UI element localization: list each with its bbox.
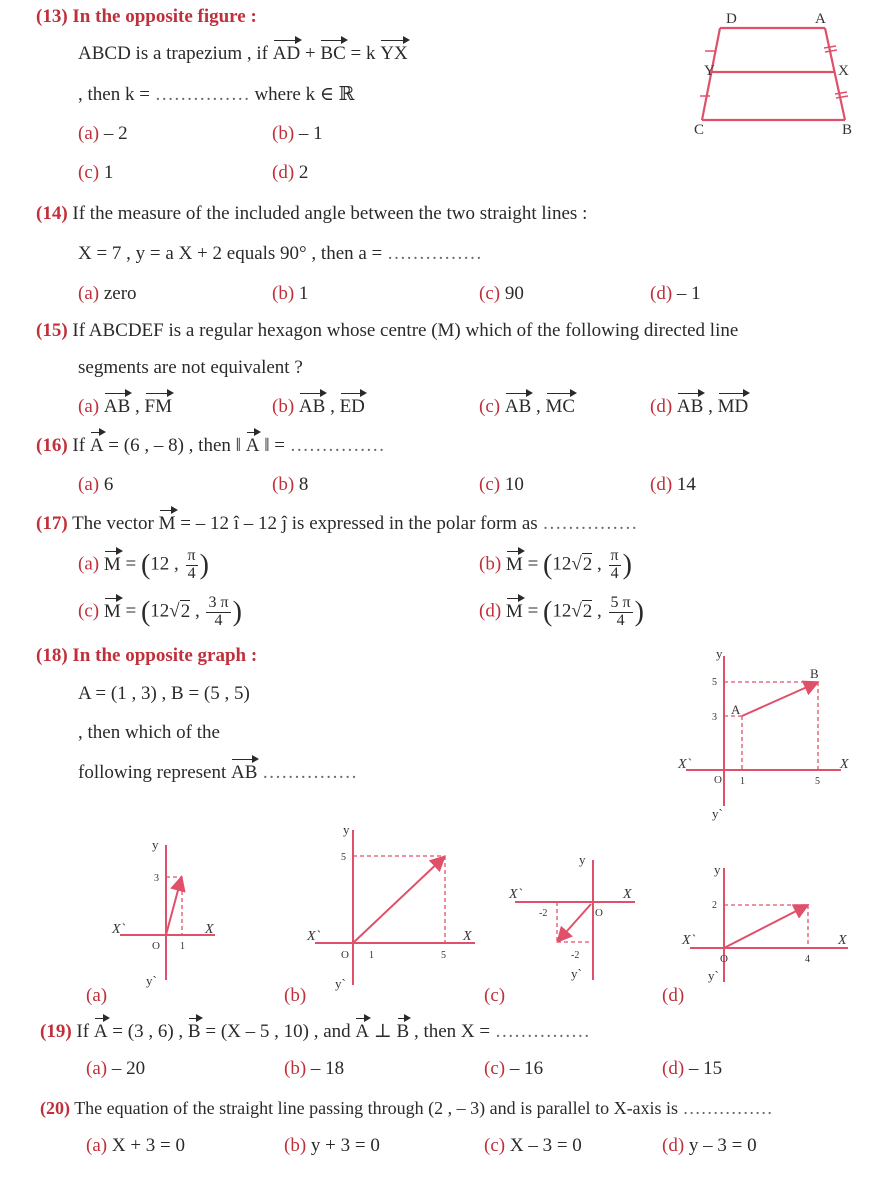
magnitude: 12: [552, 553, 572, 575]
plus-sign: +: [304, 43, 316, 64]
q16-option-d[interactable]: [650, 474, 696, 496]
angle-fraction: [206, 595, 230, 630]
option-label: (a): [86, 1135, 108, 1156]
option-label: (c): [479, 474, 501, 495]
point-b: B: [810, 666, 819, 681]
q14-option-d[interactable]: [650, 283, 701, 305]
q19-text: If: [76, 1021, 90, 1042]
axis-xp: X`: [682, 933, 696, 948]
vector-m: M: [505, 553, 523, 575]
option-label: (d): [662, 1135, 685, 1156]
denominator: 4: [610, 564, 619, 582]
option-label: (c): [479, 396, 501, 417]
magnitude: 12: [552, 600, 572, 622]
q16-number: (16): [36, 435, 68, 456]
q20-option-b[interactable]: [284, 1135, 380, 1157]
denominator: 4: [214, 611, 223, 629]
option-label: (d): [479, 600, 502, 622]
option-label: (b): [272, 123, 295, 144]
q18-graph-d: [680, 860, 860, 990]
magnitude: 12: [150, 553, 170, 575]
label-b: B: [842, 122, 853, 138]
option-label: (a): [78, 396, 100, 417]
option-text: 8: [298, 474, 309, 495]
vector-m: M: [505, 600, 523, 622]
origin: O: [595, 907, 603, 919]
vector: AB: [676, 396, 704, 417]
option-text: 14: [676, 474, 696, 495]
tick-x: -2: [539, 908, 548, 919]
axis-xp: X`: [509, 887, 523, 902]
option-text: X + 3 = 0: [111, 1135, 185, 1156]
option-label: (d): [272, 162, 295, 183]
vector-a: A: [89, 435, 104, 456]
perpendicular-sign: ⊥: [373, 1021, 392, 1042]
q18-option-c[interactable]: (c): [484, 985, 506, 1006]
axis-x: X: [205, 922, 214, 937]
tick-x2: 5: [441, 950, 446, 961]
q15-option-d[interactable]: (d) AB , MD: [650, 396, 749, 417]
option-text: – 2: [103, 123, 128, 144]
q18-line1: A = (1 , 3) , B = (5 , 5): [78, 683, 250, 704]
axis-xp: X`: [307, 929, 321, 944]
option-text: y – 3 = 0: [688, 1135, 757, 1156]
option-label: (d): [650, 396, 673, 417]
root-arg: 2: [582, 600, 593, 622]
q13-option-b[interactable]: [272, 123, 323, 145]
q13-text: where k ∈ ℝ: [254, 84, 355, 105]
q19-text: = (X – 5 , 10) , and: [205, 1021, 351, 1042]
vector-ad: AD: [272, 43, 301, 64]
option-text: – 1: [676, 283, 701, 304]
label-c: C: [694, 122, 705, 138]
q15-text: If ABCDEF is a regular hexagon whose centre (M) which of the following directed line: [72, 320, 739, 341]
angle-fraction: [609, 595, 633, 630]
tick-x: 1: [180, 941, 185, 952]
q15-option-c[interactable]: (c) AB , MC: [479, 396, 576, 417]
option-text: 1: [298, 283, 309, 304]
q14-text: X = 7 , y = a X + 2 equals 90° , then a =: [78, 243, 383, 264]
q18-main-graph: [676, 648, 856, 823]
q18-heading: [36, 645, 257, 667]
axis-yp: y`: [335, 976, 346, 991]
vector-a: A: [93, 1021, 108, 1042]
q16-line: [36, 435, 385, 457]
vector-a: A: [245, 435, 260, 456]
label-a: A: [815, 11, 826, 27]
tick-x5: 5: [815, 776, 820, 787]
tick-y: -2: [571, 950, 580, 961]
option-text: – 16: [509, 1058, 544, 1079]
axis-yp: y`: [571, 966, 582, 981]
q17-number: (17): [36, 513, 68, 534]
tick-y: 3: [154, 873, 159, 884]
q18-graph-c: [505, 850, 645, 990]
origin: O: [714, 774, 722, 786]
q18-option-b[interactable]: (b): [284, 985, 307, 1006]
vector: AB: [103, 396, 131, 417]
tick-y: 5: [341, 852, 346, 863]
trapezium-figure: [690, 8, 870, 143]
vector: AB: [504, 396, 532, 417]
q20-line: [40, 1098, 773, 1119]
q15-option-a[interactable]: (a) AB , FM: [78, 396, 172, 417]
option-text: – 18: [310, 1058, 345, 1079]
option-label: (a): [78, 474, 100, 495]
magnitude: 12: [150, 600, 170, 622]
q15-line2: segments are not equivalent ?: [78, 357, 303, 378]
option-label: (d): [650, 474, 673, 495]
q19-option-b[interactable]: [284, 1058, 344, 1080]
q13-heading: [36, 6, 257, 28]
numerator: 5 π: [610, 594, 631, 611]
answer-blank[interactable]: ……………: [542, 513, 638, 534]
q17-line: [36, 513, 637, 535]
q18-title: In the opposite graph :: [72, 645, 258, 666]
origin: O: [152, 940, 160, 952]
vector-m: M: [103, 553, 121, 575]
vector: ED: [339, 396, 365, 417]
q14-option-a[interactable]: [78, 283, 137, 305]
vector-ab: AB: [231, 762, 258, 783]
equals: =: [125, 600, 137, 622]
numerator: 3 π: [208, 594, 229, 611]
q19-text: , then X =: [413, 1021, 491, 1042]
root-arg: 2: [582, 553, 593, 575]
q18-line3: [78, 762, 357, 784]
q19-option-a[interactable]: [86, 1058, 145, 1080]
option-label: (a): [78, 123, 100, 144]
root-arg: 2: [180, 600, 191, 622]
option-text: 90: [504, 283, 524, 304]
option-label: (b): [272, 474, 295, 495]
option-text: zero: [103, 283, 137, 304]
answer-blank[interactable]: ……………: [494, 1021, 590, 1042]
vector-yx: YX: [380, 43, 408, 64]
q16-text: ‖ =: [264, 435, 286, 456]
axis-x: X: [463, 929, 472, 944]
vector-a: A: [355, 1021, 370, 1042]
q13-line2: [78, 83, 354, 106]
axis-yp: y`: [712, 806, 723, 821]
denominator: 4: [187, 564, 196, 582]
q18-option-a[interactable]: (a): [86, 985, 108, 1006]
q13-text: ABCD is a trapezium , if: [78, 43, 268, 64]
option-label: (b): [284, 1058, 307, 1079]
axis-x: X: [623, 887, 632, 902]
q17-text: = – 12 î – 12 ĵ is expressed in the polar form as: [180, 513, 538, 534]
q19-text: = (3 , 6) ,: [112, 1021, 184, 1042]
vector-b: B: [187, 1021, 201, 1042]
vector: FM: [144, 396, 172, 417]
option-label: (c): [479, 283, 501, 304]
option-label: (b): [272, 283, 295, 304]
q17-option-b[interactable]: (b) M = (12√2 , $\frac{\pi}{4}$ ): [479, 547, 632, 582]
option-label: (b): [272, 396, 295, 417]
q16-text: If: [72, 435, 86, 456]
option-label: (d): [650, 283, 673, 304]
q15-line1: [36, 320, 738, 342]
option-text: 1: [103, 162, 114, 183]
q14-option-b[interactable]: [272, 283, 308, 305]
answer-blank[interactable]: ……………: [289, 435, 385, 456]
tick-y3: 3: [712, 712, 717, 723]
option-text: 10: [504, 474, 524, 495]
option-text: 2: [298, 162, 309, 183]
q18-line2: , then which of the: [78, 722, 220, 743]
answer-blank[interactable]: ……………: [682, 1098, 773, 1118]
option-text: X – 3 = 0: [509, 1135, 582, 1156]
q15-number: (15): [36, 320, 68, 341]
option-label: (c): [78, 600, 100, 622]
q16-option-a[interactable]: [78, 474, 113, 496]
vector: MC: [545, 396, 576, 417]
q14-text: If the measure of the included angle between the two straight lines :: [72, 203, 588, 224]
answer-blank[interactable]: ……………: [154, 84, 250, 105]
q20-option-a[interactable]: [86, 1135, 185, 1157]
q20-option-d[interactable]: [662, 1135, 757, 1157]
answer-blank[interactable]: ……………: [262, 762, 358, 783]
option-text: – 20: [111, 1058, 146, 1079]
axis-y: y: [152, 837, 159, 852]
q14-number: (14): [36, 203, 68, 224]
origin: O: [341, 949, 349, 961]
option-text: – 1: [298, 123, 323, 144]
vector-m: M: [103, 600, 121, 622]
q19-number: (19): [40, 1021, 72, 1042]
axis-x: X: [840, 757, 849, 772]
q18-number: (18): [36, 645, 68, 666]
axis-yp: y`: [708, 968, 719, 983]
tick-x1: 1: [369, 950, 374, 961]
option-label: (b): [479, 553, 502, 575]
q14-line2: [78, 243, 482, 265]
denominator: 4: [616, 611, 625, 629]
option-text: y + 3 = 0: [310, 1135, 380, 1156]
option-label: (c): [484, 1135, 506, 1156]
q17-option-c[interactable]: (c) M = (12√2 , $\frac{3 \pi}{4}$ ): [78, 594, 242, 629]
q13-option-a[interactable]: [78, 123, 128, 145]
label-y: Y: [704, 63, 715, 79]
axis-y: y: [343, 822, 350, 837]
vector: MD: [717, 396, 749, 417]
numerator: π: [610, 547, 619, 564]
axis-y: y: [716, 646, 723, 661]
q17-option-a[interactable]: (a) M = (12 , $\frac{\pi}{4}$ ): [78, 547, 209, 582]
numerator: π: [187, 547, 196, 564]
q14-option-c[interactable]: [479, 283, 524, 305]
q13-option-c[interactable]: [78, 162, 113, 184]
q16-text: = (6 , – 8) , then ‖: [108, 435, 241, 456]
axis-yp: y`: [146, 973, 157, 988]
option-label: (b): [284, 1135, 307, 1156]
tick-y: 2: [712, 900, 717, 911]
q18-option-d[interactable]: (d): [662, 985, 685, 1006]
axis-x: X: [838, 933, 847, 948]
q13-text: , then k =: [78, 84, 150, 105]
q20-text: The equation of the straight line passing through (2 , – 3) and is parallel to X-axis is: [74, 1098, 679, 1118]
q14-line1: [36, 203, 587, 225]
q19-option-d[interactable]: [662, 1058, 722, 1080]
q19-option-c[interactable]: [484, 1058, 543, 1080]
origin: O: [720, 953, 728, 965]
axis-xp: X`: [678, 757, 692, 772]
equals-k: = k: [350, 43, 376, 64]
q13-title: In the opposite figure :: [72, 6, 257, 27]
vector-m: M: [158, 513, 176, 534]
q13-option-d[interactable]: [272, 162, 308, 184]
vector: AB: [298, 396, 326, 417]
option-text: – 15: [688, 1058, 723, 1079]
tick-x: 4: [805, 954, 810, 965]
label-x: X: [838, 63, 849, 79]
angle-fraction: [609, 548, 621, 583]
answer-blank[interactable]: ……………: [387, 243, 483, 264]
option-label: (d): [662, 1058, 685, 1079]
label-d: D: [726, 11, 737, 27]
q18-graph-b: [305, 820, 485, 995]
q16-option-c[interactable]: [479, 474, 524, 496]
tick-y5: 5: [712, 677, 717, 688]
equals: =: [527, 600, 539, 622]
tick-x1: 1: [740, 776, 745, 787]
axis-y: y: [579, 852, 586, 867]
vector-ab-line: [742, 683, 816, 716]
q20-number: (20): [40, 1098, 70, 1118]
q13-number: (13): [36, 6, 68, 27]
equals: =: [125, 553, 137, 575]
axis-y: y: [714, 862, 721, 877]
q19-line: [40, 1020, 590, 1043]
q16-option-b[interactable]: [272, 474, 308, 496]
q13-line1: [78, 43, 408, 65]
option-label: (a): [78, 553, 100, 575]
q18-graph-a: [110, 835, 230, 995]
q20-option-c[interactable]: [484, 1135, 582, 1157]
axis-xp: X`: [112, 922, 126, 937]
vector-b: B: [396, 1021, 410, 1042]
q17-text: The vector: [72, 513, 154, 534]
angle-fraction: [186, 548, 198, 583]
point-a: A: [731, 702, 741, 717]
vector-bc: BC: [320, 43, 346, 64]
option-label: (c): [484, 1058, 506, 1079]
q17-option-d[interactable]: (d) M = (12√2 , $\frac{5 \pi}{4}$ ): [479, 594, 644, 629]
q18-text: following represent: [78, 762, 227, 783]
equals: =: [527, 553, 539, 575]
option-label: (c): [78, 162, 100, 183]
option-label: (a): [86, 1058, 108, 1079]
option-text: 6: [103, 474, 114, 495]
option-label: (a): [78, 283, 100, 304]
q15-option-b[interactable]: (b) AB , ED: [272, 396, 365, 417]
